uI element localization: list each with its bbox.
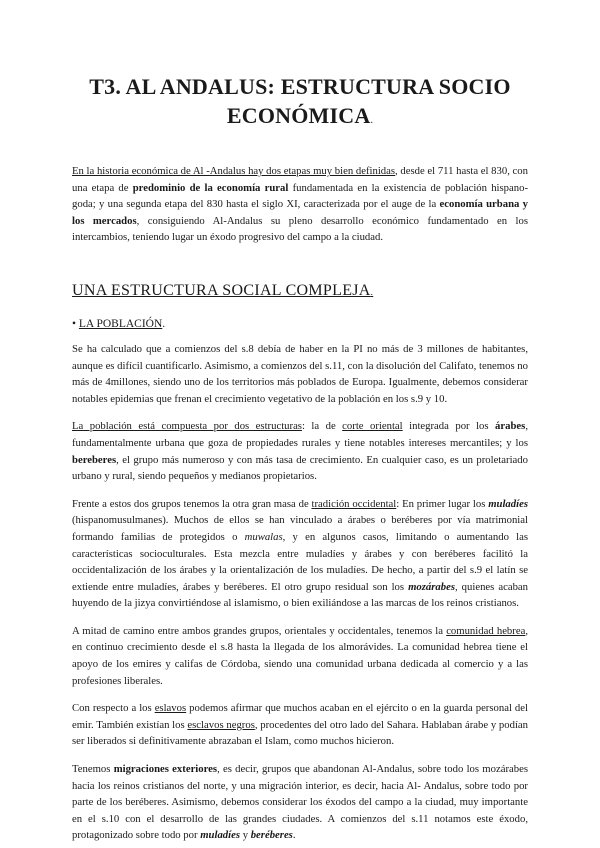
page-title-text: T3. AL ANDALUS: ESTRUCTURA SOCIO ECONÓMICA [89, 74, 511, 128]
section-heading-dot: . [370, 286, 374, 297]
p2-bold-arabes: árabes [495, 420, 526, 433]
p5-underlined-1: eslavos [154, 702, 187, 715]
intro-text-3: , consiguiendo Al-Andalus su pleno desarrollo económico fundamentado en los intercambios, teniendo lugar un éxodo progresivo del campo a la ciudad. [72, 214, 528, 244]
p4-text-2: , en continuo crecimiento desde el s.8 hasta la llegada de los almorávides. La comunidad hebrea tiene el apoyo de los emires y califas de Córdoba, siendo una comunidad urbana dedicada al comercio y a las profesiones liberales. [72, 624, 528, 687]
p2-text-4: , el grupo más numeroso y con más tasa de crecimiento. En cualquier caso, es un proletariado urbano y rural, siendo pequeños y medianos propietarios. [72, 453, 528, 483]
p6-text-2: , es decir, grupos que abandonan Al-Andalus, sobre todo los mozárabes hacia los reinos cristianos del norte, y una migración interior, es decir, hacia Al- Andalus, sobre todo por parte de los beréberes. Asimismo, debemos considerar los éxodos del campo a la ciudad, muy importante en el s.10 con el desarrollo de las grandes ciudades. A comienzos del s.11 notamos este éxodo, protagonizado sobre todo por [72, 763, 528, 842]
paragraph-eslavos [72, 700, 528, 750]
p2-bold-bereberes: bereberes [72, 453, 117, 466]
subsection-dot: . [162, 317, 166, 330]
p3-text-3: (hispanomusulmanes). Muchos de ellos se han vinculado a árabes o beréberes por vía matrimonial formando familias de protegidos o [72, 514, 528, 543]
bullet-icon: • [72, 317, 77, 330]
p3-italic-muwalas: muwalas [244, 530, 283, 543]
p6-bold-migraciones: migraciones exteriores [113, 763, 218, 776]
p2-text-2: integrada por los [402, 420, 496, 433]
paragraph-occidental [72, 496, 528, 612]
p6-italic-muladies: muladíes [200, 829, 241, 842]
page-title [72, 72, 528, 135]
p3-bold-mozarabes: mozárabes [408, 580, 455, 593]
intro-text-1: , desde el 711 hasta el 830, con una etapa de [72, 165, 528, 194]
subsection-heading [72, 316, 528, 332]
p5-underlined-2: esclavos negros [187, 718, 255, 731]
p2-underlined-1: La población está compuesta por dos estructuras [72, 420, 302, 433]
intro-text-2: fundamentada en la existencia de población hispano- goda; y una segunda etapa del 830 hasta el siglo XI, caracterizada por el auge de la [72, 181, 529, 211]
p4-text-1: A mitad de camino entre ambos grandes grupos, orientales y occidentales, tenemos la [72, 624, 447, 637]
p3-text-2: : En primer lugar los [396, 497, 489, 510]
paragraph-hebrea [72, 623, 528, 689]
p5-text-2: podemos afirmar que muchos acaban en el ejército o en la guarda personal del emir. También existían los [72, 702, 528, 731]
p3-text-1: Frente a estos dos grupos tenemos la otra gran masa de [72, 497, 312, 510]
paragraph-migraciones [72, 761, 528, 844]
p3-bold-muladies: muladíes [488, 497, 528, 510]
p6-text-4: . [292, 829, 296, 842]
p5-text-1: Con respecto a los [72, 702, 155, 715]
intro-paragraph [72, 163, 528, 246]
p3-text-4: , y en algunos casos, limitando o aumentando las características socioculturales. Esta mezcla entre muladíes y árabes y con beréberes facilitó la occidentalización de los árabes y la orientalización de los muladíes. De hecho, a partir del s.9 el latín se extiende entre muladíes, árabes y beréberes. El otro grupo residual son los [72, 530, 529, 593]
section-heading-text: UNA ESTRUCTURA SOCIAL COMPLEJA [72, 281, 371, 299]
section-heading [72, 281, 528, 302]
p3-underlined: tradición occidental [311, 497, 397, 510]
intro-underlined: En la historia económica de Al -Andalus hay dos etapas muy bien definidas [72, 165, 396, 177]
paragraph-poblacion: Se ha calculado que a comienzos del s.8 debía de haber en la PI no más de 3 millones de habitantes, aunque es difícil cuantificarlo. Asimismo, a comienzos del s.11, con la disolución del Califato, tenemos no más de 4millones, siendo uno de los territorios más poblados de Europa. Igualmente, debemos considerar notables epidemias que frenan el crecimiento vegetativo de la población en los s.9 y 10. [72, 342, 528, 405]
document-page [72, 72, 528, 844]
p6-text-3: y [240, 829, 251, 842]
title-dot: . [370, 115, 374, 126]
p5-text-3: , procedentes del otro lado del Sahara. Hablaban árabe y podían ser liberados si definitivamente abrazaban el Islam, como muchos hicieron. [72, 718, 528, 748]
p4-underlined: comunidad hebrea [446, 624, 526, 637]
intro-bold-urbana: economía urbana y los mercados [72, 198, 528, 227]
p2-text-3: , fundamentalmente urbana que goza de propiedades rurales y tiene notables intereses mercantiles; y los [72, 420, 528, 449]
p6-italic-bereberes: beréberes [250, 829, 293, 842]
p6-text-1: Tenemos [72, 763, 114, 776]
subsection-heading-text: LA POBLACIÓN [78, 317, 163, 330]
paragraph-estructuras [72, 418, 528, 484]
p2-underlined-2: corte oriental [342, 420, 403, 433]
p2-text-1: : la de [301, 420, 343, 433]
intro-bold-rural: predominio de la economía rural [132, 181, 289, 194]
p3-text-5: , quienes acaban huyendo de la jizya convirtiéndose al islamismo, o bien exiliándose a las marcas de los reinos cristianos. [72, 580, 528, 610]
